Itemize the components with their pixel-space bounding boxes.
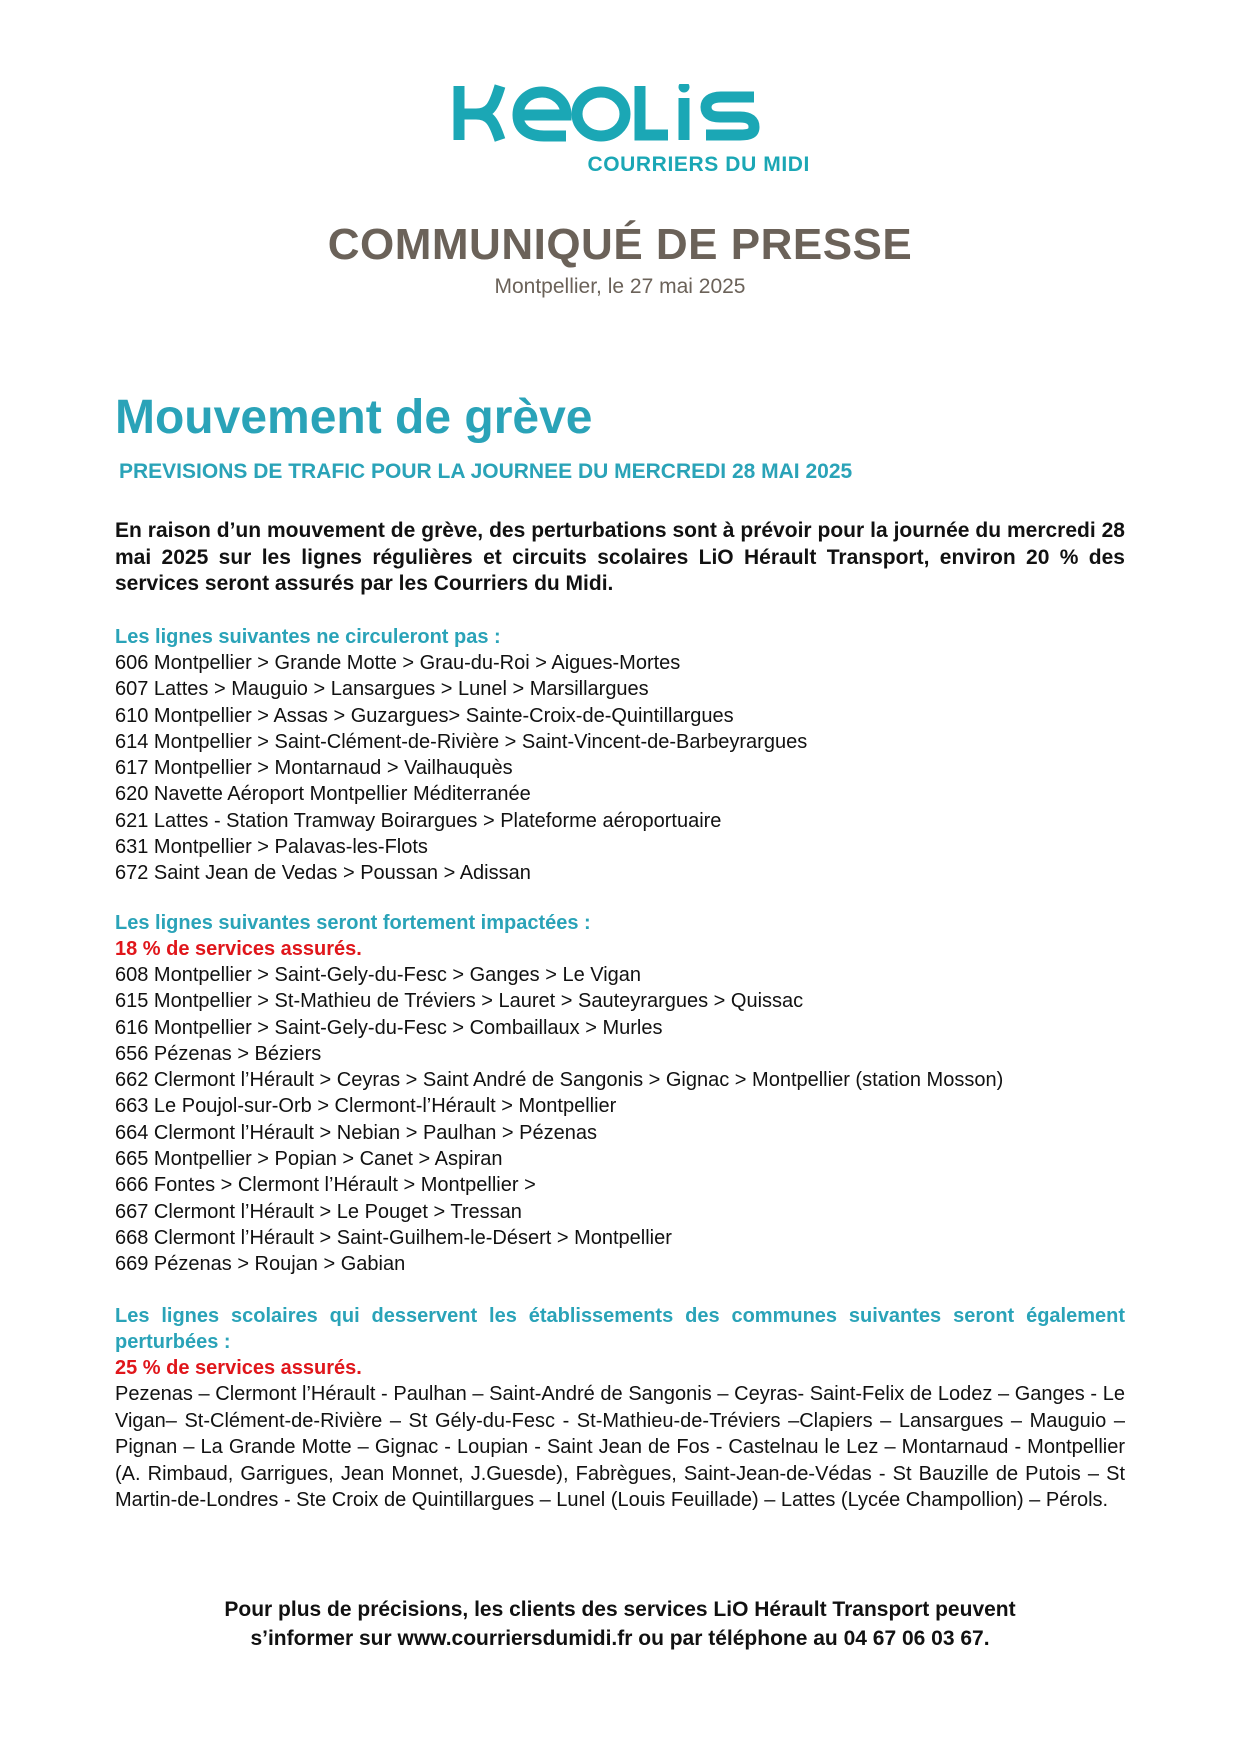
communes-list: Pezenas – Clermont l’Hérault - Paulhan – Saint-André de Sangonis – Ceyras- Saint-Felix de Lodez – Ganges - Le Vigan– St-Clément-de-Rivière – St Gély-du-Fesc - St-Mathieu-de-Tréviers –Clapiers – Lansargues – Mauguio – Pignan – La Grande Motte – Gignac - Loupian - Saint Jean de Fos - Castelnau le Lez – Montarnaud - Montpellier (A. Rimbaud, Garrigues, Jean Monnet, J.Guesde), Fabrègues, Saint-Jean-de-Védas - St Bauzille de Putois – St Martin-de-Londres - Ste Croix de Quintillargues – Lunel (Louis Feuillade) – Lattes (Lycée Champollion) – Pérols. bbox=[115, 1383, 1125, 1511]
line-list bbox=[115, 650, 1125, 887]
list-item: 610 Montpellier > Assas > Guzargues> Sainte-Croix-de-Quintillargues bbox=[115, 704, 734, 727]
list-item: 663 Le Poujol-sur-Orb > Clermont-l’Hérault > Montpellier bbox=[115, 1095, 617, 1118]
list-item: 669 Pézenas > Roujan > Gabian bbox=[115, 1253, 406, 1276]
subtitle: PREVISIONS DE TRAFIC POUR LA JOURNEE DU MERCREDI 28 MAI 2025 bbox=[119, 460, 853, 483]
contact-footer bbox=[140, 1596, 1100, 1653]
list-item: 620 Navette Aéroport Montpellier Méditerranée bbox=[115, 783, 531, 806]
intro-paragraph: En raison d’un mouvement de grève, des perturbations sont à prévoir pour la journée du mercredi 28 mai 2025 sur les lignes régulières et circuits scolaires LiO Hérault Transport, environ 20 % des services seront assurés par les Courriers du Midi. bbox=[115, 519, 1125, 595]
place-date: Montpellier, le 27 mai 2025 bbox=[494, 275, 746, 298]
footer-line: Pour plus de précisions, les clients des services LiO Hérault Transport peuvent bbox=[224, 1598, 1016, 1621]
section-impacted bbox=[115, 910, 1125, 1278]
list-item: 666 Fontes > Clermont l’Hérault > Montpellier > bbox=[115, 1174, 536, 1197]
service-rate: 18 % de services assurés. bbox=[115, 938, 362, 960]
list-item: 616 Montpellier > Saint-Gely-du-Fesc > Combaillaux > Murles bbox=[115, 1016, 663, 1039]
section-school-lines bbox=[115, 1303, 1125, 1514]
service-rate: 25 % de services assurés. bbox=[115, 1357, 362, 1379]
list-item: 631 Montpellier > Palavas-les-Flots bbox=[115, 836, 428, 859]
line-list bbox=[115, 962, 1125, 1278]
section-not-running bbox=[115, 624, 1125, 887]
list-item: 614 Montpellier > Saint-Clément-de-Rivière > Saint-Vincent-de-Barbeyrargues bbox=[115, 730, 808, 753]
list-item: 606 Montpellier > Grande Motte > Grau-du-Roi > Aigues-Mortes bbox=[115, 652, 681, 674]
list-item: 617 Montpellier > Montarnaud > Vailhauquès bbox=[115, 757, 513, 780]
list-item: 662 Clermont l’Hérault > Ceyras > Saint André de Sangonis > Gignac > Montpellier (station Mosson) bbox=[115, 1069, 1004, 1092]
svg-text:COURRIERS DU MIDI: COURRIERS DU MIDI bbox=[587, 153, 810, 176]
section-heading: Les lignes suivantes seront fortement impactées : bbox=[115, 912, 591, 934]
list-item: 668 Clermont l’Hérault > Saint-Guilhem-le-Désert > Montpellier bbox=[115, 1226, 672, 1249]
list-item: 615 Montpellier > St-Mathieu de Tréviers > Lauret > Sauteyrargues > Quissac bbox=[115, 990, 804, 1013]
list-item: 672 Saint Jean de Vedas > Poussan > Adissan bbox=[115, 862, 531, 885]
document-type-title: COMMUNIQUÉ DE PRESSE bbox=[327, 220, 913, 269]
section-heading: Les lignes suivantes ne circuleront pas : bbox=[115, 626, 501, 648]
main-title: Mouvement de grève bbox=[115, 391, 593, 444]
keolis-logo bbox=[452, 84, 812, 176]
list-item: 665 Montpellier > Popian > Canet > Aspiran bbox=[115, 1148, 503, 1171]
list-item: 667 Clermont l’Hérault > Le Pouget > Tressan bbox=[115, 1200, 522, 1223]
list-item: 656 Pézenas > Béziers bbox=[115, 1042, 322, 1065]
list-item: 608 Montpellier > Saint-Gely-du-Fesc > Ganges > Le Vigan bbox=[115, 964, 642, 986]
section-heading: Les lignes scolaires qui desservent les établissements des communes suivantes seront également perturbées : bbox=[115, 1305, 1125, 1353]
list-item: 621 Lattes - Station Tramway Boirargues > Plateforme aéroportuaire bbox=[115, 809, 722, 832]
list-item: 607 Lattes > Mauguio > Lansargues > Lunel > Marsillargues bbox=[115, 678, 649, 701]
footer-line: s’informer sur www.courriersdumidi.fr ou par téléphone au 04 67 06 03 67. bbox=[250, 1626, 990, 1650]
list-item: 664 Clermont l’Hérault > Nebian > Paulhan > Pézenas bbox=[115, 1121, 597, 1144]
